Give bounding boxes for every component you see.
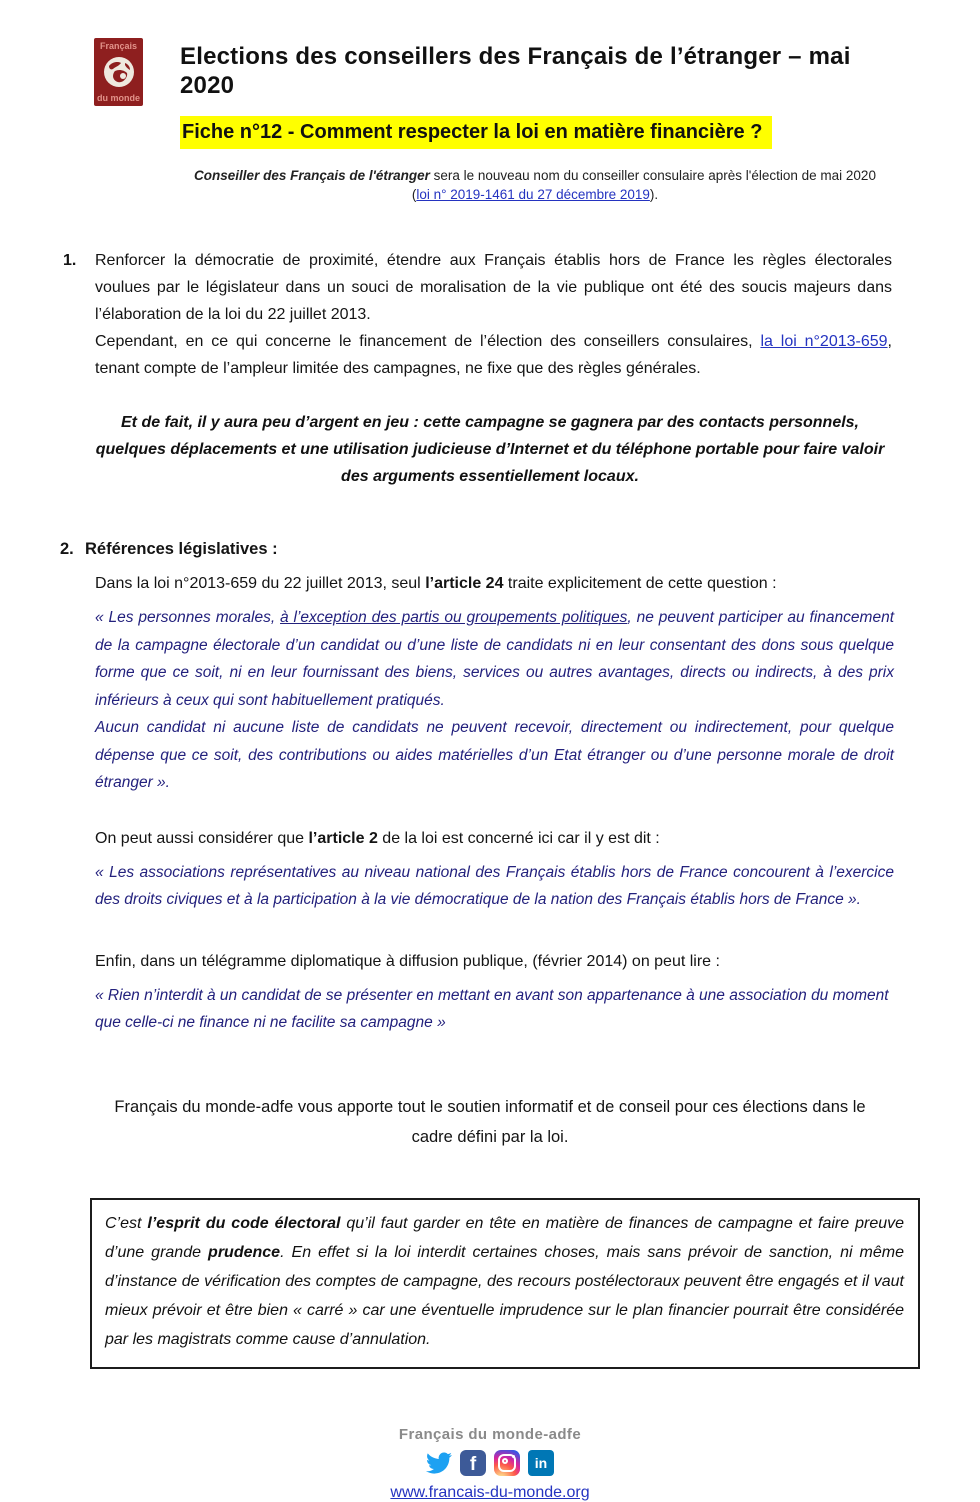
linkedin-letters: in	[534, 1454, 548, 1471]
article-24-bold: l’article 24	[425, 575, 504, 592]
quote-article-24	[95, 604, 894, 797]
page-title: Elections des conseillers des Français de l’étranger – mai 2020	[180, 43, 851, 99]
website-link[interactable]: www.francais-du-monde.org	[390, 1483, 590, 1501]
quote-article-2: « Les associations représentatives au niveau national des Français établis hors de France concourent à l’exercice des droits civiques et à la participation à la vie démocratique de la nation des Français établis hors de France ».	[95, 863, 894, 908]
article-24-intro	[95, 570, 892, 597]
social-icons-row	[0, 1450, 980, 1476]
article-2-intro-text: On peut aussi considérer que	[95, 829, 309, 847]
header	[0, 0, 980, 204]
quote1-rest: , ne peuvent participer au financement de la campagne électorale d’un candidat ou d’une liste de candidats ni en leur consentant des dons sous quelque forme que ce soit, ni en leur fournissant des biens, services ou autres avantages, directs ou indirects, à des prix inférieurs à ceux qui sont habituellement pratiqués.	[95, 609, 894, 709]
item-2-number: 2.	[60, 540, 74, 558]
telegram-intro: Enfin, dans un télégramme diplomatique à diffusion publique, (février 2014) on peut lire :	[95, 952, 720, 970]
note-rest: sera le nouveau nom du conseiller consulaire après l'élection de mai 2020	[429, 168, 876, 183]
note-paren-open: (	[411, 187, 417, 202]
warning-box	[90, 1198, 920, 1369]
article-24-intro-after: traite explicitement de cette question :	[503, 575, 777, 592]
header-note	[180, 166, 890, 204]
quote-article-24-p1	[95, 604, 894, 714]
twitter-icon[interactable]	[426, 1450, 452, 1476]
quote-article-24-p2: Aucun candidat ni aucune liste de candidats ne peuvent recevoir, directement ou indirectement, pour quelque dépense que ce soit, des contributions ou aides matérielles d’un Etat étranger ou d’une personne morale de droit étranger ».	[95, 719, 894, 791]
quote-telegram: « Rien n’interdit à un candidat de se présenter en mettant en avant son appartenance à une association du moment que celle-ci ne finance ni ne facilite sa campagne »	[95, 986, 889, 1031]
instagram-flash-dot	[512, 1455, 515, 1458]
section-2-heading	[60, 538, 890, 560]
facebook-letter: f	[469, 1454, 477, 1475]
logo-text-bottom: du monde	[97, 93, 140, 103]
item-1	[63, 247, 892, 382]
subtitle-highlight: Fiche n°12 - Comment respecter la loi en matière financière ?	[180, 116, 772, 149]
facebook-icon[interactable]	[460, 1450, 486, 1476]
linkedin-icon[interactable]	[528, 1450, 554, 1476]
emphasis-paragraph: Et de fait, il y aura peu d’argent en jeu : cette campagne se gagnera par des contacts personnels, quelques déplacements et une utilisation judicieuse d’Internet et du téléphone portable pour faire valoir des arguments essentiellement locaux.	[95, 414, 885, 485]
warning-bold-prudence: prudence	[208, 1243, 281, 1261]
support-statement: Français du monde-adfe vous apporte tout le soutien informatif et de conseil pour ces élections dans le cadre défini par la loi.	[114, 1097, 866, 1146]
footer-org-name: Français du monde-adfe	[398, 1425, 582, 1443]
article-2-intro	[95, 825, 892, 852]
note-paren-close: ).	[649, 187, 659, 202]
page-subtitle	[180, 116, 890, 149]
footer	[0, 1426, 980, 1502]
warning-bold-code: l’esprit du code électoral	[147, 1214, 341, 1232]
item-1-number: 1.	[63, 252, 77, 269]
section-2-title: Références législatives :	[85, 540, 278, 558]
quote1-underlined: à l’exception des partis ou groupements politiques	[280, 609, 628, 626]
francais-du-monde-logo	[94, 38, 143, 106]
item-1-p2-text: Cependant, en ce qui concerne le financement de l’élection des conseillers consulaires,	[95, 333, 761, 350]
globe-icon	[103, 56, 135, 88]
article-24-intro-text: Dans la loi n°2013-659 du 22 juillet 2013, seul	[95, 575, 426, 592]
warning-rest: . En effet si la loi interdit certaines choses, mais sans prévoir de sanction, ni même d’instance de vérification des comptes de campagne, des recours postélectoraux peuvent être engagés et il vaut mieux prévoir et être bien « carré » car une éventuelle imprudence sur le plan financier pourrait être considérée par les magistrats comme cause d’annulation.	[105, 1243, 905, 1348]
law-2013-659-link[interactable]: la loi n°2013-659	[760, 333, 888, 350]
article-2-bold: l’article 2	[308, 829, 378, 847]
instagram-lens	[502, 1458, 508, 1464]
article-2-intro-after: de la loi est concerné ici car il y est dit :	[377, 829, 660, 847]
item-1-paragraph-1: Renforcer la démocratie de proximité, étendre aux Français établis hors de France les règles électorales voulues par le législateur dans un souci de moralisation de la vie publique ont été des soucis majeurs dans l’élaboration de la loi du 22 juillet 2013.	[95, 252, 892, 323]
warning-intro: C’est	[105, 1214, 148, 1232]
logo-text-top: Français	[99, 41, 138, 51]
item-1-paragraph-2	[95, 328, 892, 382]
footer-website	[0, 1484, 980, 1502]
instagram-icon[interactable]	[494, 1450, 520, 1476]
note-lead: Conseiller des Français de l'étranger	[194, 168, 430, 183]
quote1-start: « Les personnes morales,	[95, 609, 281, 626]
law-2019-link[interactable]: loi n° 2019-1461 du 27 décembre 2019	[416, 187, 650, 202]
item-1-p2-text-after: , tenant compte de l’ampleur limitée des campagnes, ne fixe que des règles générales.	[95, 333, 892, 377]
warning-mid: qu’il faut garder en tête en matière de finances de campagne et faire preuve d’une grande	[105, 1214, 905, 1261]
